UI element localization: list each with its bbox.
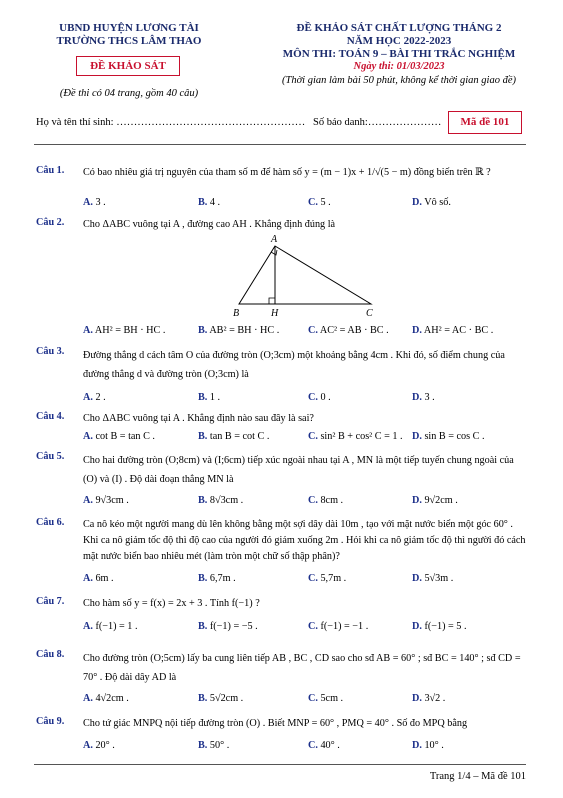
vertex-h-label: H [271,308,279,319]
subject: MÔN THI: TOÁN 9 – BÀI THI TRẮC NGHIỆM [282,48,516,60]
question-4-option-b[interactable]: B. tan B = cot C . [198,431,270,442]
question-4-text: Cho ΔABC vuông tại A . Khẳng định nào sau đây là sai? [83,413,314,424]
question-1-option-a[interactable]: A. 3 . [83,197,106,208]
question-8-option-d[interactable]: D. 3√2 . [412,693,446,704]
exam-code-box: Mã đề 101 [448,111,522,134]
question-1-number: Câu 1. [36,165,65,176]
question-3-number: Câu 3. [36,346,65,357]
school-name: TRƯỜNG THCS LÂM THAO [56,35,202,47]
question-8-option-a[interactable]: A. 4√2cm . [83,693,129,704]
question-5-option-c[interactable]: C. 8cm . [308,495,344,506]
school-district: UBND HUYỆN LƯƠNG TÀI [59,22,199,34]
question-4-number: Câu 4. [36,411,65,422]
question-6-number: Câu 6. [36,517,65,528]
question-1-option-d[interactable]: D. Vô số. [412,197,451,208]
question-7-option-b[interactable]: B. f(−1) = −5 . [198,621,258,632]
question-8-text: Cho đường tròn (O;5cm) lấy ba cung liên tiếp AB , BC , CD sao cho sđ AB = 60° ; sđ BC = 140° ; sđ CD = 70° . Độ dài dây AD là [83,653,521,683]
question-8-number: Câu 8. [36,649,65,660]
candidate-id-field: Số báo danh:………………… [313,117,442,128]
question-7-option-c[interactable]: C. f(−1) = −1 . [308,621,369,632]
question-5-option-b[interactable]: B. 8√3cm . [198,495,244,506]
question-5-option-a[interactable]: A. 9√3cm . [83,495,129,506]
question-8-option-c[interactable]: C. 5cm . [308,693,344,704]
question-2-option-d[interactable]: D. AH² = AC · BC . [412,325,494,336]
question-2-option-c[interactable]: C. AC² = AB · BC . [308,325,389,336]
question-2-option-b[interactable]: B. AB² = BH · HC . [198,325,280,336]
question-3-option-d[interactable]: D. 3 . [412,392,435,403]
page-footer: Trang 1/4 – Mã đề 101 [429,771,526,782]
pages-note: (Đề thi có 04 trang, gồm 40 câu) [59,88,199,99]
question-9-option-b[interactable]: B. 50° . [198,740,230,751]
question-2-text: Cho ΔABC vuông tại A , đường cao AH . Khẳng định đúng là [83,219,336,230]
question-5-option-d[interactable]: D. 9√2cm . [412,495,458,506]
question-1-option-b[interactable]: B. 4 . [198,197,221,208]
question-2-number: Câu 2. [36,217,65,228]
question-7-option-a[interactable]: A. f(−1) = 1 . [83,621,138,632]
question-9-option-d[interactable]: D. 10° . [412,740,444,751]
question-9-option-c[interactable]: C. 40° . [308,740,340,751]
question-1-option-c[interactable]: C. 5 . [308,197,331,208]
question-9-number: Câu 9. [36,716,65,727]
question-9-text: Cho tứ giác MNPQ nội tiếp đường tròn (O) . Biết MNP = 60° , PMQ = 40° . Số đo MPQ bằng [83,718,468,729]
question-4-option-d[interactable]: D. sin B = cos C . [412,431,485,442]
school-year: NĂM HỌC 2022-2023 [346,35,452,47]
vertex-c-label: C [366,308,373,319]
question-4-option-c[interactable]: C. sin² B + cos² C = 1 . [308,431,403,442]
question-3-option-b[interactable]: B. 1 . [198,392,221,403]
question-4-option-a[interactable]: A. cot B = tan C . [83,431,155,442]
question-6-option-a[interactable]: A. 6m . [83,573,114,584]
time-note: (Thời gian làm bài 50 phút, không kể thời gian giao đề) [281,75,517,86]
question-3-option-c[interactable]: C. 0 . [308,392,331,403]
question-2-option-a[interactable]: A. AH² = BH · HC . [83,325,166,336]
header-divider [34,144,526,145]
question-6-option-d[interactable]: D. 5√3m . [412,573,454,584]
exam-type-box: ĐỀ KHẢO SÁT [76,56,180,76]
question-7-text: Cho hàm số y = f(x) = 2x + 3 . Tính f(−1) ? [83,598,260,609]
vertex-b-label: B [233,308,240,319]
vertex-a-label: A [271,234,278,245]
question-1-text: Có bao nhiêu giá trị nguyên của tham số m để hàm số y = (m − 1)x + 1/√(5 − m) đồng biến trên ℝ ? [83,167,491,178]
question-6-text: Ca nô kéo một người mang dù lên không bằng một sợi dây dài 10m , tạo với mặt nước biển một góc 60° . Khi ca nô giảm tốc độ thì độ cao của người đó giảm xuống 2m . Hỏi khi ca nô giảm tốc độ thì người đó cách mặt nước biển bao nhiêu mét (làm tròn một chữ số thập phân)? [83,519,526,562]
question-7-option-d[interactable]: D. f(−1) = 5 . [412,621,467,632]
question-6-option-c[interactable]: C. 5,7m . [308,573,347,584]
question-5-number: Câu 5. [36,451,65,462]
question-5-text: Cho hai đường tròn (O;8cm) và (I;6cm) tiếp xúc ngoài nhau tại A , MN là một tiếp tuyến chung ngoài của (O) và (I) . Độ dài đoạn thẳng MN là [83,455,514,485]
candidate-name-field: Họ và tên thí sinh: ……………………………………………… [36,117,306,128]
question-3-text: Đường thẳng d cách tâm O của đường tròn (O;3cm) một khoảng bằng 4cm . Khi đó, số điểm chung của đường thẳng d và đường tròn (O;3cm) là [83,350,505,380]
footer-divider [34,764,526,765]
question-7-number: Câu 7. [36,596,65,607]
question-9-option-a[interactable]: A. 20° . [83,740,115,751]
exam-title: ĐỀ KHẢO SÁT CHẤT LƯỢNG THÁNG 2 [296,22,502,34]
question-3-option-a[interactable]: A. 2 . [83,392,106,403]
right-triangle-figure [225,232,385,320]
question-8-option-b[interactable]: B. 5√2cm . [198,693,244,704]
question-6-option-b[interactable]: B. 6,7m . [198,573,236,584]
exam-date: Ngày thi: 01/03/2023 [353,61,445,72]
